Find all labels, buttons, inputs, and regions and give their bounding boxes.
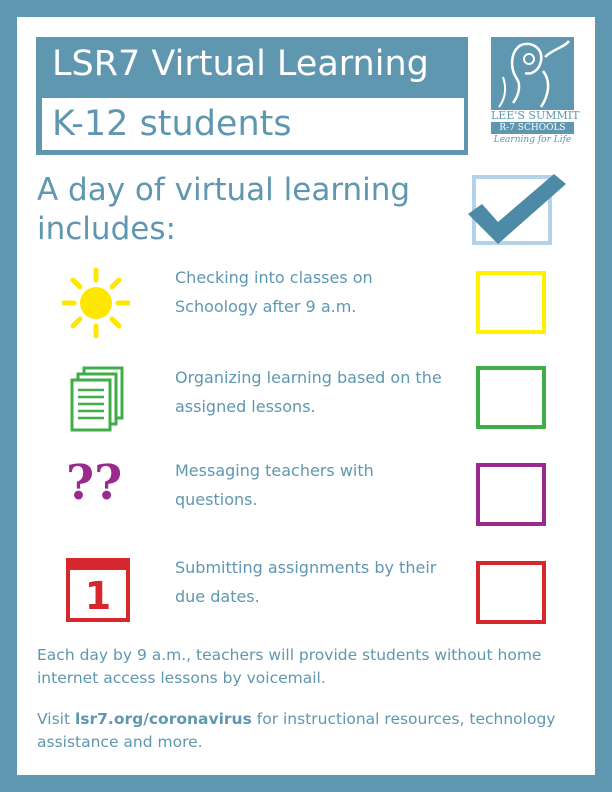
item-text-checking-in: Checking into classes on Schoology after 9 a.m. xyxy=(175,268,373,316)
page-title: LSR7 Virtual Learning xyxy=(52,44,429,84)
section-heading: A day of virtual learning includes: xyxy=(37,172,411,247)
green-checkbox xyxy=(476,366,546,429)
item-text-submitting: Submitting assignments by their due dates. xyxy=(175,558,437,606)
logo-line-2: R-7 SCHOOLS xyxy=(491,122,574,134)
voicemail-note: Each day by 9 a.m., teachers will provide students without home internet access lessons by voicemail. xyxy=(37,646,542,687)
logo-artwork xyxy=(491,37,574,110)
yellow-checkbox xyxy=(476,271,546,334)
red-checkbox xyxy=(476,561,546,624)
visit-suffix: for instructional resources, technology assistance and more. xyxy=(37,710,556,751)
item-text-messaging: Messaging teachers with questions. xyxy=(175,461,374,509)
calendar-icon xyxy=(66,558,130,622)
question-marks-icon: ?? xyxy=(66,455,123,511)
school-logo xyxy=(491,37,580,147)
resources-note xyxy=(37,708,587,754)
checkmark-icon xyxy=(462,170,572,250)
page-subtitle: K-12 students xyxy=(52,104,292,144)
item-text-organizing: Organizing learning based on the assigned lessons. xyxy=(175,368,442,416)
logo-line-1: LEE'S SUMMIT xyxy=(491,109,580,122)
sun-icon xyxy=(62,268,130,338)
resources-link[interactable]: lsr7.org/coronavirus xyxy=(74,710,252,728)
purple-checkbox xyxy=(476,463,546,526)
calendar-day: 1 xyxy=(84,574,112,618)
visit-prefix: Visit xyxy=(37,710,75,728)
logo-tagline: Learning for Life xyxy=(493,135,572,145)
documents-icon xyxy=(70,366,126,432)
